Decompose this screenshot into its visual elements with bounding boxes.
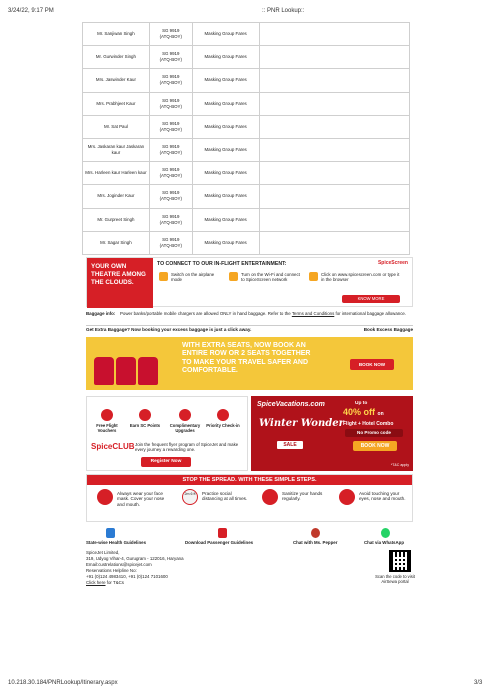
upgrades-item: Complimentary Upgrades [167,423,203,433]
page-number: 3/3 [474,680,483,686]
flight-route: SG 9919 (ATQ-BOY) [149,115,192,138]
pepper-chat-icon[interactable] [311,528,320,538]
passenger-name: Mr. Gurpreet Singh [83,208,150,231]
extra-seats-banner[interactable] [86,337,413,390]
airplane-mode-icon [159,272,168,281]
print-datetime: 3/24/22, 9:17 PM [8,8,54,14]
promo-row [86,396,413,471]
page-title: :: PNR Lookup:: [262,8,305,14]
fare-note: Masking Group Fares [192,231,259,254]
stop-spread-banner [86,474,413,522]
flight-route: SG 9919 (ATQ-BOY) [149,138,192,161]
step-browser: Click on www.spicescreen.com or type it in the browser [321,272,400,283]
flight-route: SG 9919 (ATQ-BOY) [149,162,192,185]
passenger-name: Mr. Sanjiwan Singh [83,23,150,46]
extra-cell [259,23,409,46]
stop-spread-title: STOP THE SPREAD. WITH THESE SIMPLE STEPS. [87,475,412,485]
combo-text: Flight + Hotel Combo [343,421,394,427]
table-row [83,162,410,185]
extra-baggage-row [86,327,413,332]
flight-route: SG 9919 (ATQ-BOY) [149,23,192,46]
spiceclub-logo: SpiceCLUB [91,442,135,451]
discount-text: 40% off on [343,407,384,417]
fare-note: Masking Group Fares [192,208,259,231]
passenger-name: Mrs. Harleen kaur Harleen kaur [83,162,150,185]
sanitize-icon [262,489,278,505]
fare-note: Masking Group Fares [192,46,259,69]
fare-note: Masking Group Fares [192,115,259,138]
tc-apply: *T&C apply [390,463,409,467]
passenger-table [82,22,410,255]
theatre-headline: YOUR OWN THEATRE AMONG THE CLOUDS. [87,258,153,308]
face-mask-icon [97,489,113,505]
company-address: SpiceJet Limited, 319, Udyog Vihar-4, Gurugram - 122016, Haryana Email:custrelations@spicejet.com Reservations Helpline No: +91 (0)124 4983410, +91 (0)124 7101600 Click here for T&Cs [86,550,184,585]
inflight-heading: TO CONNECT TO OUR IN-FLIGHT ENTERTAINMENT: [157,261,287,267]
step-airplane-mode: Switch on the airplane mode [171,272,215,283]
help-links [86,528,413,548]
flight-route: SG 9919 (ATQ-BOY) [149,92,192,115]
flight-route: SG 9919 (ATQ-BOY) [149,231,192,254]
baggage-text: Power banks/portable mobile chargers are allowed ONLY in hand baggage. Refer to the Terms and Conditions for international baggage allowance. [120,311,407,316]
promo-code-label: No Promo code [345,429,403,437]
table-row [83,46,410,69]
terms-link[interactable]: Terms and Conditions [291,311,335,316]
wifi-icon [229,272,238,281]
priority-checkin-item: Priority Check-in [205,423,241,428]
spiceclub-banner[interactable] [86,396,248,471]
passenger-name: Mrs. Joginder Kaur [83,185,150,208]
coin-icon [139,409,151,421]
safety-distance: Practice social distancing at all times. [202,491,248,502]
extra-cell [259,46,409,69]
extra-cell [259,185,409,208]
safety-mask: Always wear your face mask. Cover your nose and mouth. [117,491,165,507]
know-more-button[interactable]: KNOW MORE [342,295,400,303]
passenger-name: Mr. Sat Paul [83,115,150,138]
spiceclub-desc: Join the frequent flyer program of SpiceJet and make every journey a rewarding one. [135,442,239,453]
page-url: 10.218.30.184/PNRLookup/Itinerary.aspx [8,680,118,686]
passenger-name: Mr. Gurwinder Singh [83,46,150,69]
health-guidelines-icon[interactable] [106,528,115,538]
free-vouchers-item: Free Flight Vouchers [89,423,125,433]
whatsapp-icon[interactable] [381,528,390,538]
table-row [83,208,410,231]
register-now-button[interactable]: Register Now [141,457,191,467]
passenger-guidelines-link[interactable]: Download Passenger Guidelines [185,540,254,545]
passenger-name: Mrs. Prabhjeet Kaur [83,92,150,115]
extra-cell [259,92,409,115]
fare-note: Masking Group Fares [192,23,259,46]
passenger-name: Mr. Sagar Singh [83,231,150,254]
table-row [83,69,410,92]
whatsapp-link[interactable]: Chat via WhatsApp [364,540,405,545]
baggage-label: Baggage info: [86,311,116,316]
fare-note: Masking Group Fares [192,69,259,92]
inflight-entertainment-banner[interactable] [86,257,413,307]
upto-label: Up to [355,401,368,406]
table-row [83,92,410,115]
chat-pepper-link[interactable]: Chat with Ms. Pepper [293,540,338,545]
earn-points-item: Earn SC Points [127,423,163,428]
table-row [83,23,410,46]
no-touch-icon [339,489,355,505]
winter-wonder-text: Winter Wonder [259,418,344,429]
book-excess-baggage-link[interactable]: Book Excess Baggage [363,327,413,332]
passenger-name: Mrs. Jaswinder Kaur [83,69,150,92]
table-row [83,185,410,208]
flight-route: SG 9919 (ATQ-BOY) [149,185,192,208]
step-wifi: Turn on the Wi-Fi and connect to SpiceScreen network [241,272,300,283]
fare-note: Masking Group Fares [192,92,259,115]
download-icon[interactable] [218,528,227,538]
extra-cell [259,138,409,161]
upgrade-icon [179,409,191,421]
flight-route: SG 9919 (ATQ-BOY) [149,69,192,92]
qr-code [389,550,411,572]
flight-route: SG 9919 (ATQ-BOY) [149,46,192,69]
fare-note: Masking Group Fares [192,185,259,208]
seats-illustration [94,347,164,385]
sale-label: SALE [277,441,303,449]
extra-baggage-text: Get Extra Baggage? Now booking your excess baggage is just a click away. [86,327,252,332]
distance-icon: 2m 6 ft [182,489,198,505]
extra-cell [259,208,409,231]
passenger-name: Mrs. Jaskaran kaur Jaskaran kaur [83,138,150,161]
qr-caption: Scan the code to visit AirSewa portal [375,574,415,585]
fare-note: Masking Group Fares [192,138,259,161]
tc-link[interactable]: Click here [86,580,106,585]
table-row [83,231,410,254]
safety-sanitize: Sanitize your hands regularly. [282,491,323,502]
divider [86,325,413,326]
extra-cell [259,231,409,254]
phone-icon [309,272,318,281]
table-row [83,115,410,138]
spicevacations-logo: SpiceVacations.com [257,401,325,408]
health-guidelines-link[interactable]: State-wise Health Guidelines [86,540,147,545]
extra-cell [259,115,409,138]
vacations-book-now-button[interactable]: BOOK NOW [353,441,397,451]
extra-seats-text: WITH EXTRA SEATS, NOW BOOK AN ENTIRE ROW OR 2 SEATS TOGETHER TO MAKE YOUR TRAVEL SAFER AND COMFORTABLE. [182,342,311,375]
table-row [83,138,410,161]
spicescreen-logo: SpiceScreen [377,260,408,266]
voucher-icon [101,409,113,421]
safety-no-touch: Avoid touching your eyes, nose and mouth. [359,491,406,502]
checkin-icon [217,409,229,421]
extra-cell [259,162,409,185]
fare-note: Masking Group Fares [192,162,259,185]
extra-cell [259,69,409,92]
book-now-button[interactable]: BOOK NOW [350,359,394,370]
flight-route: SG 9919 (ATQ-BOY) [149,208,192,231]
spicevacations-banner[interactable] [251,396,413,471]
